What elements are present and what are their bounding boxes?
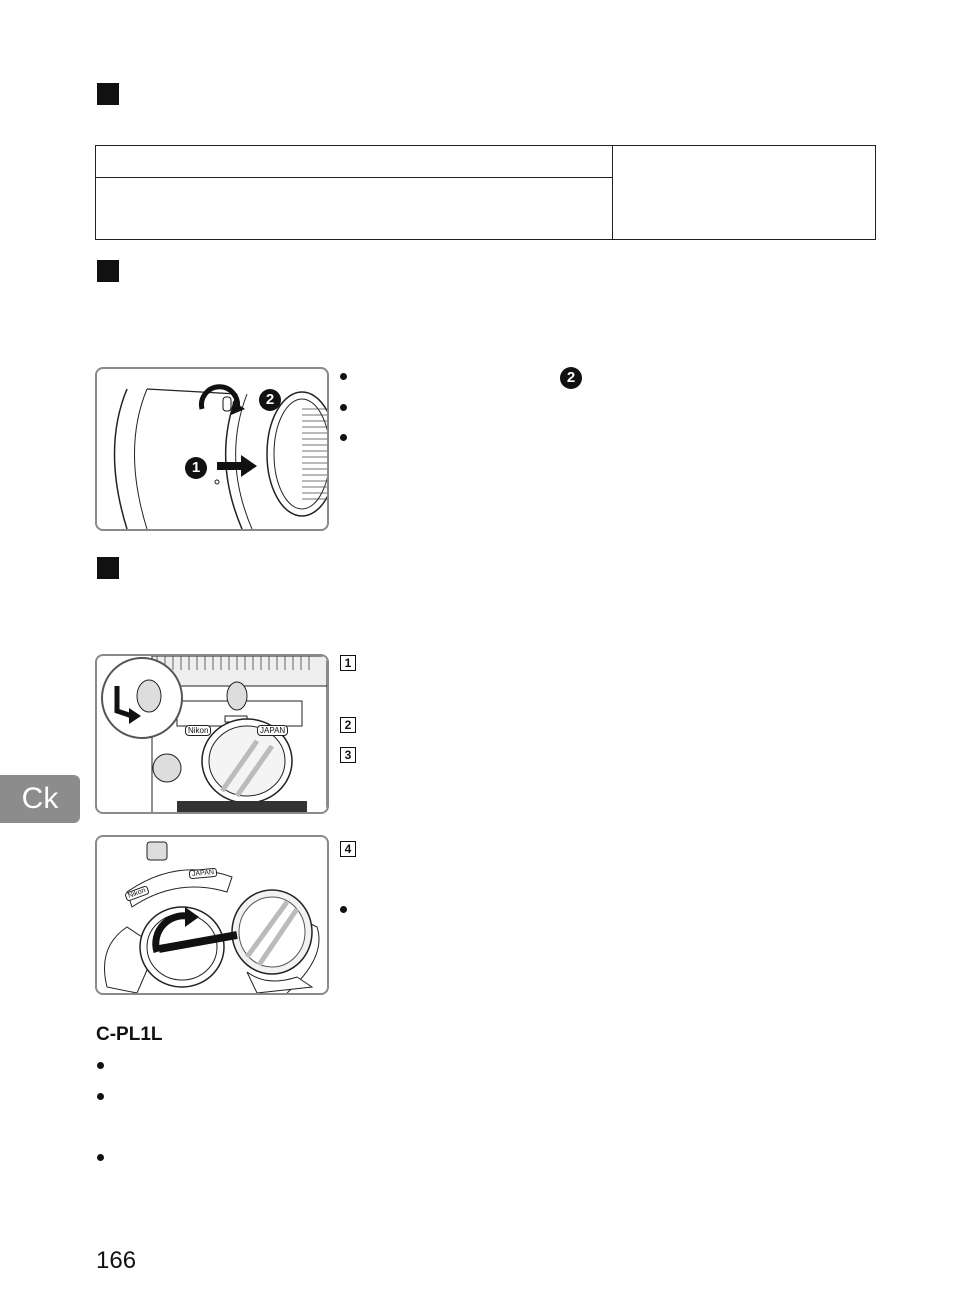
filter-label-japan: JAPAN: [189, 868, 218, 879]
inline-callout-2: 2: [560, 367, 582, 389]
bullet: [340, 434, 347, 441]
bullet: [340, 404, 347, 411]
table-column-divider: [612, 146, 613, 239]
callout-1: 1: [185, 457, 207, 479]
filter-label-nikon: Nikon: [124, 885, 150, 902]
filter-heading: C-PL1L: [96, 1024, 163, 1045]
spec-table: [95, 145, 876, 240]
bullet: [97, 1093, 104, 1100]
lens-hood-illustration: [97, 369, 327, 529]
step-4-marker: 4: [340, 841, 356, 857]
lens-hood-figure: [95, 367, 329, 531]
callout-2: 2: [259, 389, 281, 411]
bullet: [97, 1062, 104, 1069]
bullet: [340, 373, 347, 380]
filter-holder-label-japan: JAPAN: [257, 725, 288, 736]
filter-replacement-illustration: [97, 837, 327, 993]
bullet: [97, 1154, 104, 1161]
section-marker-2: [97, 260, 119, 282]
table-row-divider: [96, 177, 612, 178]
step-2-marker: 2: [340, 717, 356, 733]
step-3-marker: 3: [340, 747, 356, 763]
step-1-marker: 1: [340, 655, 356, 671]
section-marker-3: [97, 557, 119, 579]
bullet: [340, 906, 347, 913]
filter-replacement-figure: [95, 835, 329, 995]
filter-holder-label-nikon: Nikon: [185, 725, 211, 736]
filter-holder-illustration: [97, 656, 327, 812]
page-number: 166: [96, 1247, 137, 1274]
section-marker-1: [97, 83, 119, 105]
language-tab: Ck: [0, 775, 80, 823]
filter-holder-figure: [95, 654, 329, 814]
